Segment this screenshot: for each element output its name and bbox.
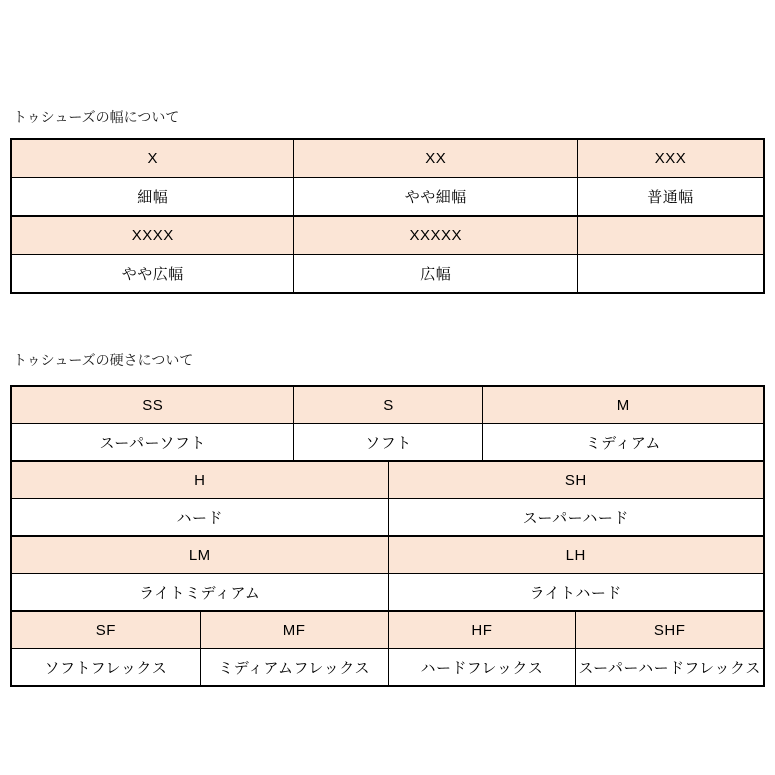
width-code-cell (577, 217, 763, 254)
hardness-label-cell: ハードフレックス (388, 649, 576, 685)
width-table (10, 138, 765, 294)
hardness-band-4 (10, 610, 765, 685)
hardness-code-cell: H (194, 471, 206, 489)
hardness-label-cell: スーパーハード (388, 499, 764, 535)
hardness-label-row (12, 574, 763, 610)
hardness-label-cell: ソフト (293, 424, 482, 460)
hardness-code-cell: SHF (575, 612, 763, 648)
width-table-title: トゥシューズの幅について (13, 109, 180, 125)
width-code-cell: XXXXX (293, 217, 577, 254)
hardness-label-cell: ライトミディアム (139, 584, 261, 602)
hardness-code-cell: MF (200, 612, 388, 648)
hardness-band-2 (10, 460, 765, 535)
hardness-label-cell: スーパーソフト (99, 434, 206, 452)
width-label-cell: 細幅 (137, 189, 169, 206)
hardness-label-cell: ミディアムフレックス (200, 649, 388, 685)
hardness-band-1 (10, 385, 765, 460)
hardness-code-cell: HF (388, 612, 576, 648)
width-label-cell: やや広幅 (121, 266, 184, 283)
width-label-cell: 広幅 (293, 255, 577, 292)
hardness-label-cell: ライトハード (388, 574, 764, 610)
hardness-code-cell: S (293, 387, 482, 423)
hardness-label-row (12, 499, 763, 535)
width-code-row (12, 140, 763, 178)
width-code-cell: XXX (577, 140, 763, 177)
hardness-code-cell: LH (388, 537, 764, 573)
hardness-table-title: トゥシューズの硬さについて (13, 352, 194, 368)
hardness-table (10, 385, 765, 687)
hardness-code-row (12, 612, 763, 649)
width-label-cell: やや細幅 (293, 178, 577, 215)
hardness-code-row (12, 462, 763, 499)
hardness-code-cell: LM (188, 546, 211, 564)
hardness-code-cell: SF (95, 621, 116, 639)
width-label-row (12, 255, 763, 292)
width-code-row (12, 217, 763, 255)
hardness-label-cell: ソフトフレックス (44, 659, 168, 677)
width-label-cell: 普通幅 (577, 178, 763, 215)
hardness-code-row (12, 537, 763, 574)
hardness-label-cell: スーパーハードフレックス (575, 649, 763, 685)
hardness-label-row (12, 424, 763, 460)
hardness-code-row (12, 387, 763, 424)
width-band-1 (10, 138, 765, 215)
hardness-label-cell: ハード (176, 509, 223, 527)
hardness-band-3 (10, 535, 765, 610)
hardness-label-cell: ミディアム (482, 424, 762, 460)
hardness-code-cell: SS (142, 396, 164, 414)
width-code-cell: X (147, 150, 158, 167)
hardness-code-cell: M (482, 387, 762, 423)
hardness-code-cell: SH (388, 462, 764, 498)
width-band-2 (10, 215, 765, 292)
width-label-cell (577, 255, 763, 292)
width-code-cell: XXXX (131, 227, 174, 244)
width-code-cell: XX (293, 140, 577, 177)
hardness-label-row (12, 649, 763, 685)
width-label-row (12, 178, 763, 215)
